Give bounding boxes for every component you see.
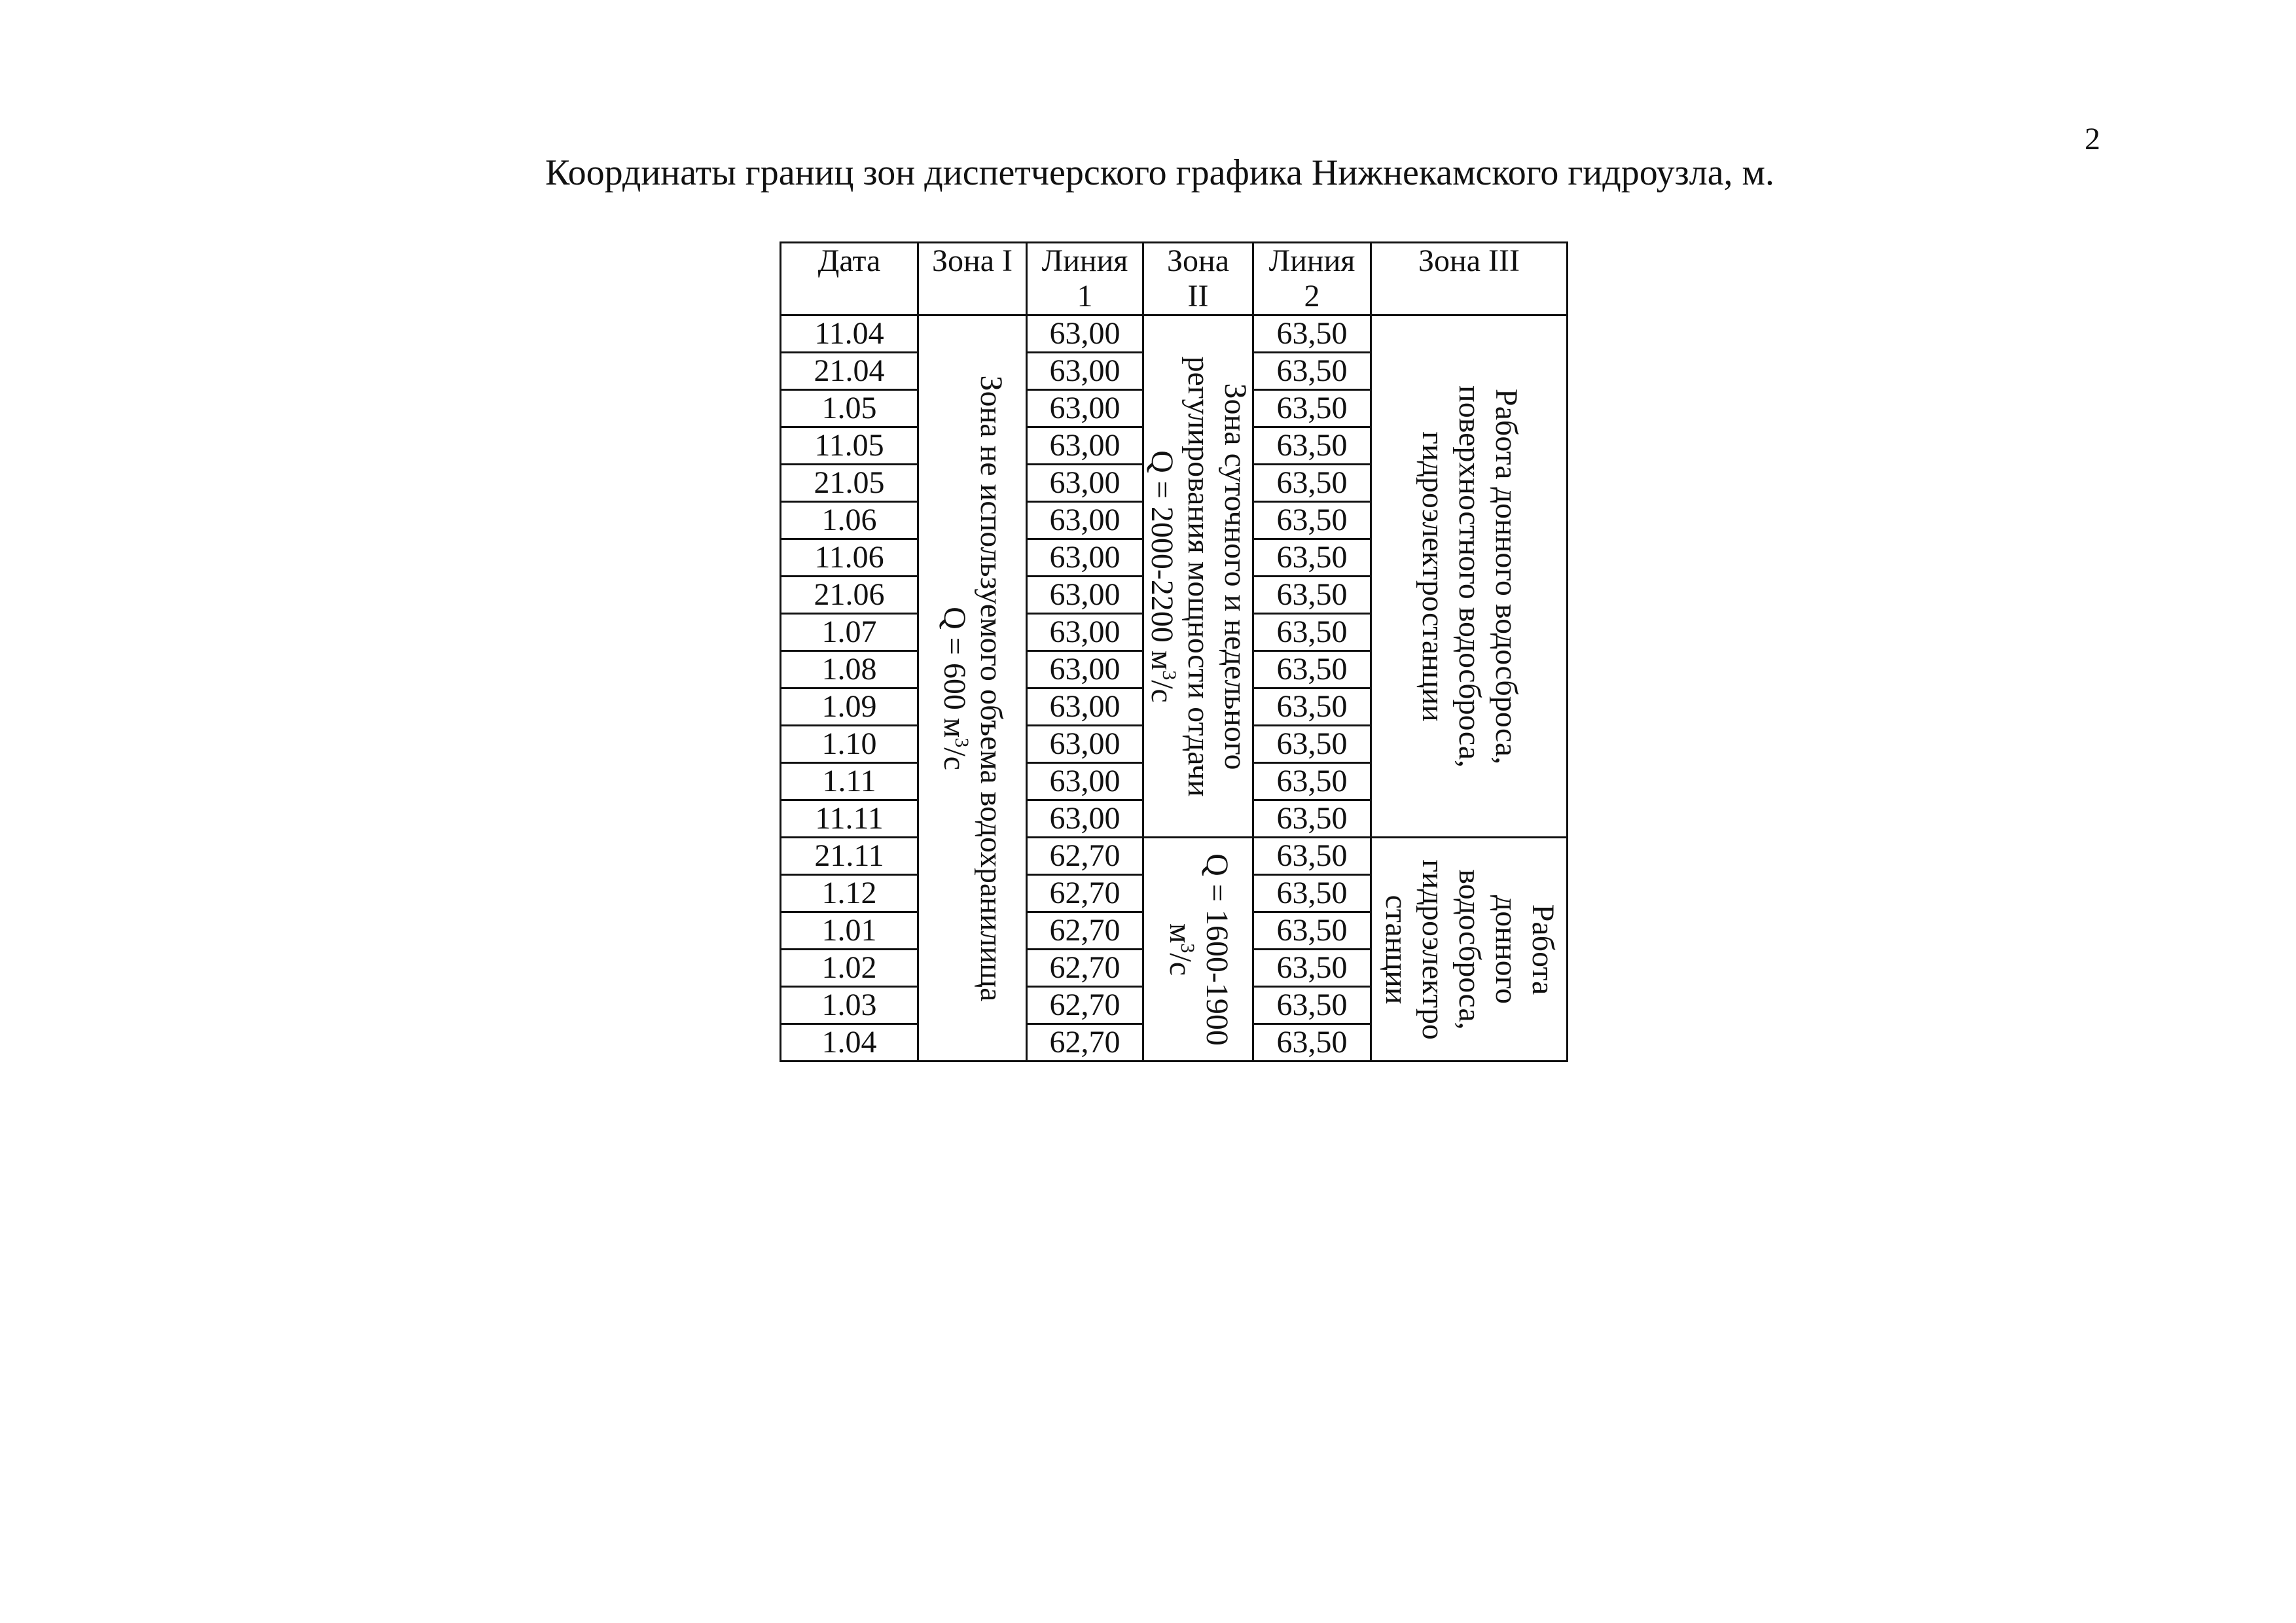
line-2-cell: 63,50	[1253, 315, 1371, 353]
date-cell: 1.02	[781, 950, 918, 987]
line-2-cell: 63,50	[1253, 838, 1371, 875]
line-2-cell: 63,50	[1253, 502, 1371, 539]
line-1-cell: 63,00	[1027, 390, 1143, 427]
line-2-cell: 63,50	[1253, 800, 1371, 838]
header-line-2-number: 2	[1304, 279, 1320, 313]
date-cell: 1.06	[781, 502, 918, 539]
zone-1-flow-unit: /с	[937, 747, 972, 770]
date-cell: 1.01	[781, 912, 918, 950]
table-row	[781, 838, 1568, 875]
zone-1-cell	[918, 315, 1027, 1061]
table-header-row	[781, 243, 1568, 315]
zone-3-lower-line: водосброса,	[1452, 868, 1487, 1030]
line-2-cell: 63,50	[1253, 465, 1371, 502]
line-2-cell: 63,50	[1253, 763, 1371, 800]
line-1-cell: 63,00	[1027, 465, 1143, 502]
line-2-cell: 63,50	[1253, 1024, 1371, 1061]
zone-3-lower-description	[1378, 859, 1561, 1040]
zone-2-upper-cell	[1143, 315, 1253, 838]
header-line-2	[1253, 243, 1371, 315]
date-cell: 1.07	[781, 614, 918, 651]
line-2-cell: 63,50	[1253, 614, 1371, 651]
line-2-cell: 63,50	[1253, 427, 1371, 465]
table-row	[781, 315, 1568, 353]
date-cell: 1.08	[781, 651, 918, 688]
zone-2-lower-description	[1162, 853, 1235, 1046]
line-2-cell: 63,50	[1253, 539, 1371, 577]
line-1-cell: 62,70	[1027, 950, 1143, 987]
zone-2-upper-line: регулирования мощности отдачи	[1181, 356, 1216, 796]
dispatch-schedule-table	[780, 241, 1568, 1062]
line-1-cell: 63,00	[1027, 502, 1143, 539]
date-cell: 1.05	[781, 390, 918, 427]
date-cell: 21.04	[781, 353, 918, 390]
zone-3-upper-description	[1414, 385, 1524, 768]
page-number: 2	[2085, 122, 2100, 156]
zone-2-upper-flow-value: Q = 2000-2200 м	[1144, 450, 1179, 670]
date-cell: 11.04	[781, 315, 918, 353]
header-zone-1: Зона I	[918, 243, 1027, 315]
zone-2-upper-description	[1143, 356, 1253, 796]
zone-3-lower-line: станции	[1378, 895, 1414, 1004]
zone-2-upper-line: Зона суточного и недельного	[1217, 383, 1253, 770]
document-title: Координаты границ зон диспетчерского графика Нижнекамского гидроузла, м.	[545, 152, 1774, 193]
line-1-cell: 63,00	[1027, 353, 1143, 390]
date-cell: 1.03	[781, 987, 918, 1024]
date-cell: 21.05	[781, 465, 918, 502]
header-date: Дата	[781, 243, 918, 315]
zone-1-flow-exponent: 3	[950, 737, 973, 747]
date-cell: 11.06	[781, 539, 918, 577]
zone-3-lower-line: гидроэлектро	[1415, 859, 1450, 1040]
date-cell: 11.11	[781, 800, 918, 838]
line-1-cell: 62,70	[1027, 838, 1143, 875]
date-cell: 1.10	[781, 726, 918, 763]
line-2-cell: 63,50	[1253, 390, 1371, 427]
zone-3-lower-line: донного	[1488, 895, 1524, 1004]
line-1-cell: 63,00	[1027, 614, 1143, 651]
zone-3-upper-line: поверхностного водосброса,	[1452, 385, 1487, 768]
date-cell: 1.12	[781, 875, 918, 912]
line-1-cell: 62,70	[1027, 1024, 1143, 1061]
date-cell: 1.11	[781, 763, 918, 800]
line-2-cell: 63,50	[1253, 875, 1371, 912]
date-cell: 1.04	[781, 1024, 918, 1061]
line-1-cell: 63,00	[1027, 315, 1143, 353]
header-zone-2-word: Зона	[1166, 243, 1230, 278]
table-body	[781, 315, 1568, 1061]
header-line-1	[1027, 243, 1143, 315]
zone-3-lower-cell	[1371, 838, 1568, 1061]
line-1-cell: 62,70	[1027, 987, 1143, 1024]
line-2-cell: 63,50	[1253, 726, 1371, 763]
line-1-cell: 63,00	[1027, 577, 1143, 614]
line-1-cell: 62,70	[1027, 912, 1143, 950]
line-1-cell: 63,00	[1027, 427, 1143, 465]
header-line-1-word: Линия	[1041, 243, 1128, 278]
line-1-cell: 62,70	[1027, 875, 1143, 912]
zone-3-upper-line: Работа донного водосброса,	[1488, 388, 1524, 764]
zone-3-lower-line: Работа	[1525, 904, 1560, 995]
zone-1-flow-value: Q = 600 м	[937, 606, 972, 738]
zone-2-lower-flow-exponent: 3	[1176, 942, 1198, 953]
line-1-cell: 63,00	[1027, 539, 1143, 577]
zone-1-flow-line	[936, 375, 973, 1001]
header-zone-3: Зона III	[1371, 243, 1568, 315]
date-cell: 21.06	[781, 577, 918, 614]
zone-2-lower-flow-value: Q = 1600-1900	[1199, 853, 1234, 1046]
zone-1-description	[936, 375, 1009, 1001]
header-line-1-number: 1	[1077, 279, 1093, 313]
zone-2-upper-flow-line	[1143, 356, 1180, 796]
line-1-cell: 63,00	[1027, 651, 1143, 688]
date-cell: 11.05	[781, 427, 918, 465]
zone-2-lower-cell	[1143, 838, 1253, 1061]
zone-2-lower-flow-unit: м	[1162, 923, 1198, 943]
line-2-cell: 63,50	[1253, 950, 1371, 987]
header-zone-2-number: II	[1187, 279, 1209, 313]
zone-2-upper-flow-unit: /с	[1144, 679, 1179, 703]
line-1-cell: 63,00	[1027, 763, 1143, 800]
date-cell: 21.11	[781, 838, 918, 875]
line-2-cell: 63,50	[1253, 987, 1371, 1024]
line-2-cell: 63,50	[1253, 651, 1371, 688]
header-zone-2	[1143, 243, 1253, 315]
zone-3-upper-line: гидроэлектростанции	[1415, 431, 1450, 722]
header-line-2-word: Линия	[1268, 243, 1355, 278]
line-2-cell: 63,50	[1253, 353, 1371, 390]
zone-1-description-line: Зона не используемого объема водохранилища	[973, 375, 1009, 1001]
zone-2-lower-flow-unit-suffix: /с	[1162, 952, 1198, 976]
zone-3-upper-cell	[1371, 315, 1568, 838]
line-1-cell: 63,00	[1027, 688, 1143, 726]
line-1-cell: 63,00	[1027, 726, 1143, 763]
line-2-cell: 63,50	[1253, 912, 1371, 950]
date-cell: 1.09	[781, 688, 918, 726]
zone-2-lower-flow-unit-line	[1162, 853, 1198, 1046]
line-2-cell: 63,50	[1253, 688, 1371, 726]
line-2-cell: 63,50	[1253, 577, 1371, 614]
zone-2-upper-flow-exponent: 3	[1158, 669, 1180, 680]
line-1-cell: 63,00	[1027, 800, 1143, 838]
